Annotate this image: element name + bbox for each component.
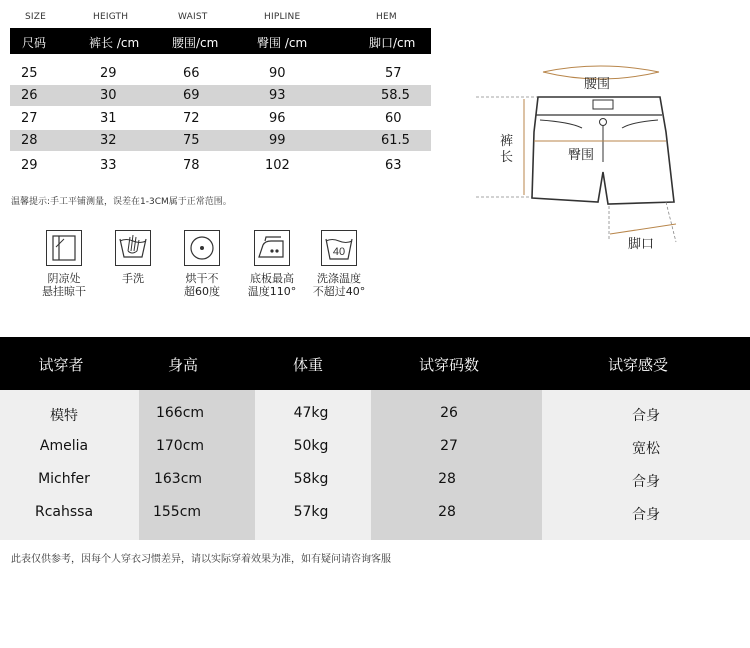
weight-cell: 57kg [293, 504, 329, 520]
col-tester: 试穿者 [38, 356, 84, 374]
height-cell: 30 [100, 88, 117, 103]
care-label: 烘干不 [185, 272, 219, 285]
care-item-hang-dry [36, 230, 92, 298]
hip-cell: 96 [269, 111, 286, 126]
size-table-header-en [10, 8, 431, 28]
col-weight: 体重 [292, 356, 324, 374]
hand-wash-icon [115, 230, 151, 266]
height-cell: 166cm [155, 405, 205, 421]
col-hem-cn: 脚口/cm [369, 36, 416, 50]
size-table-header-cn [10, 28, 431, 54]
wash-temp-icon [321, 230, 357, 266]
hem-cell: 63 [385, 158, 402, 173]
size-cell: 26 [440, 405, 458, 421]
size-cell: 27 [440, 438, 458, 454]
col-height-en: HEIGTH [93, 12, 129, 22]
tester-cell: Michfer [38, 471, 90, 487]
col-height-cn: 裤长 /cm [89, 36, 140, 50]
care-label: 超60度 [184, 285, 220, 298]
care-label: 温度110° [247, 285, 297, 298]
wash-temp-value: 40 [332, 246, 346, 258]
waist-cell: 69 [183, 88, 200, 103]
size-cell: 28 [21, 133, 38, 148]
waist-cell: 66 [183, 66, 200, 81]
iron-icon [254, 230, 290, 266]
col-waist-cn: 腰围/cm [172, 36, 219, 50]
feel-cell: 合身 [632, 507, 660, 523]
height-cell: 33 [100, 158, 117, 173]
waist-cell: 72 [183, 111, 200, 126]
tester-cell: 模特 [50, 408, 78, 424]
care-label: 手洗 [122, 272, 144, 285]
diagram-hip-label: 臀围 [568, 148, 595, 163]
hip-cell: 102 [265, 158, 290, 173]
hem-cell: 57 [385, 66, 402, 81]
height-cell: 170cm [155, 438, 205, 454]
care-label: 不超过40° [312, 285, 366, 298]
diagram-length-char: 裤 [500, 134, 514, 149]
care-label: 底板最高 [250, 272, 294, 285]
care-label: 阴凉处 [47, 272, 81, 285]
tester-cell: Amelia [39, 438, 89, 454]
size-row [10, 63, 431, 84]
tester-cell: Rcahssa [34, 504, 94, 520]
tryon-table-header [0, 337, 750, 390]
care-item-tumble-dry [174, 230, 230, 298]
weight-cell: 47kg [293, 405, 329, 421]
height-cell: 29 [100, 66, 117, 81]
diagram-waist-label: 腰围 [584, 77, 611, 92]
hip-cell: 93 [269, 88, 286, 103]
feel-cell: 合身 [632, 408, 660, 424]
weight-cell: 58kg [293, 471, 329, 487]
waist-cell: 75 [183, 133, 200, 148]
col-feel: 试穿感受 [607, 356, 669, 374]
weight-cell: 50kg [293, 438, 329, 454]
diagram-length-char: 长 [500, 150, 514, 165]
height-cell: 155cm [152, 504, 202, 520]
size-cell: 29 [21, 158, 38, 173]
col-size: 试穿码数 [418, 356, 480, 374]
size-cell: 28 [438, 504, 456, 520]
hem-cell: 60 [385, 111, 402, 126]
tryon-note: 此表仅供参考，因每个人穿衣习惯差异，请以实际穿着效果为准，如有疑问请咨询客服 [11, 554, 391, 565]
size-cell: 25 [21, 66, 38, 81]
col-size-cn: 尺码 [22, 36, 47, 50]
care-item-wash-temp [308, 230, 370, 298]
hip-cell: 99 [269, 133, 286, 148]
col-hem-en: HEM [376, 12, 397, 22]
height-cell: 163cm [153, 471, 203, 487]
measure-note: 温馨提示:手工平铺测量，误差在1-3CM属于正常范围。 [11, 197, 232, 207]
diagram-hem-label: 脚口 [628, 237, 655, 252]
care-item-hand-wash [108, 230, 158, 285]
hang-dry-shade-icon [46, 230, 82, 266]
col-height: 身高 [167, 356, 199, 374]
size-cell: 26 [21, 88, 38, 103]
hem-cell: 61.5 [381, 133, 410, 148]
size-row [10, 155, 431, 176]
col-hipline-cn: 臀围 /cm [257, 36, 308, 50]
care-label: 洗涤温度 [317, 272, 361, 285]
height-cell: 31 [100, 111, 117, 126]
hip-cell: 90 [269, 66, 286, 81]
feel-cell: 宽松 [632, 441, 660, 457]
care-label: 悬挂晾干 [42, 285, 86, 298]
diagram-length-label [500, 134, 513, 166]
hem-cell: 58.5 [381, 88, 410, 103]
size-row [10, 85, 431, 106]
size-row [10, 130, 431, 151]
feel-cell: 合身 [632, 474, 660, 490]
waist-cell: 78 [183, 158, 200, 173]
tumble-dry-icon [184, 230, 220, 266]
col-hipline-en: HIPLINE [264, 12, 301, 22]
height-cell: 32 [100, 133, 117, 148]
size-cell: 28 [438, 471, 456, 487]
care-item-iron [242, 230, 302, 298]
size-row [10, 108, 431, 129]
col-size-en: SIZE [25, 12, 47, 22]
col-waist-en: WAIST [178, 12, 208, 22]
size-cell: 27 [21, 111, 38, 126]
